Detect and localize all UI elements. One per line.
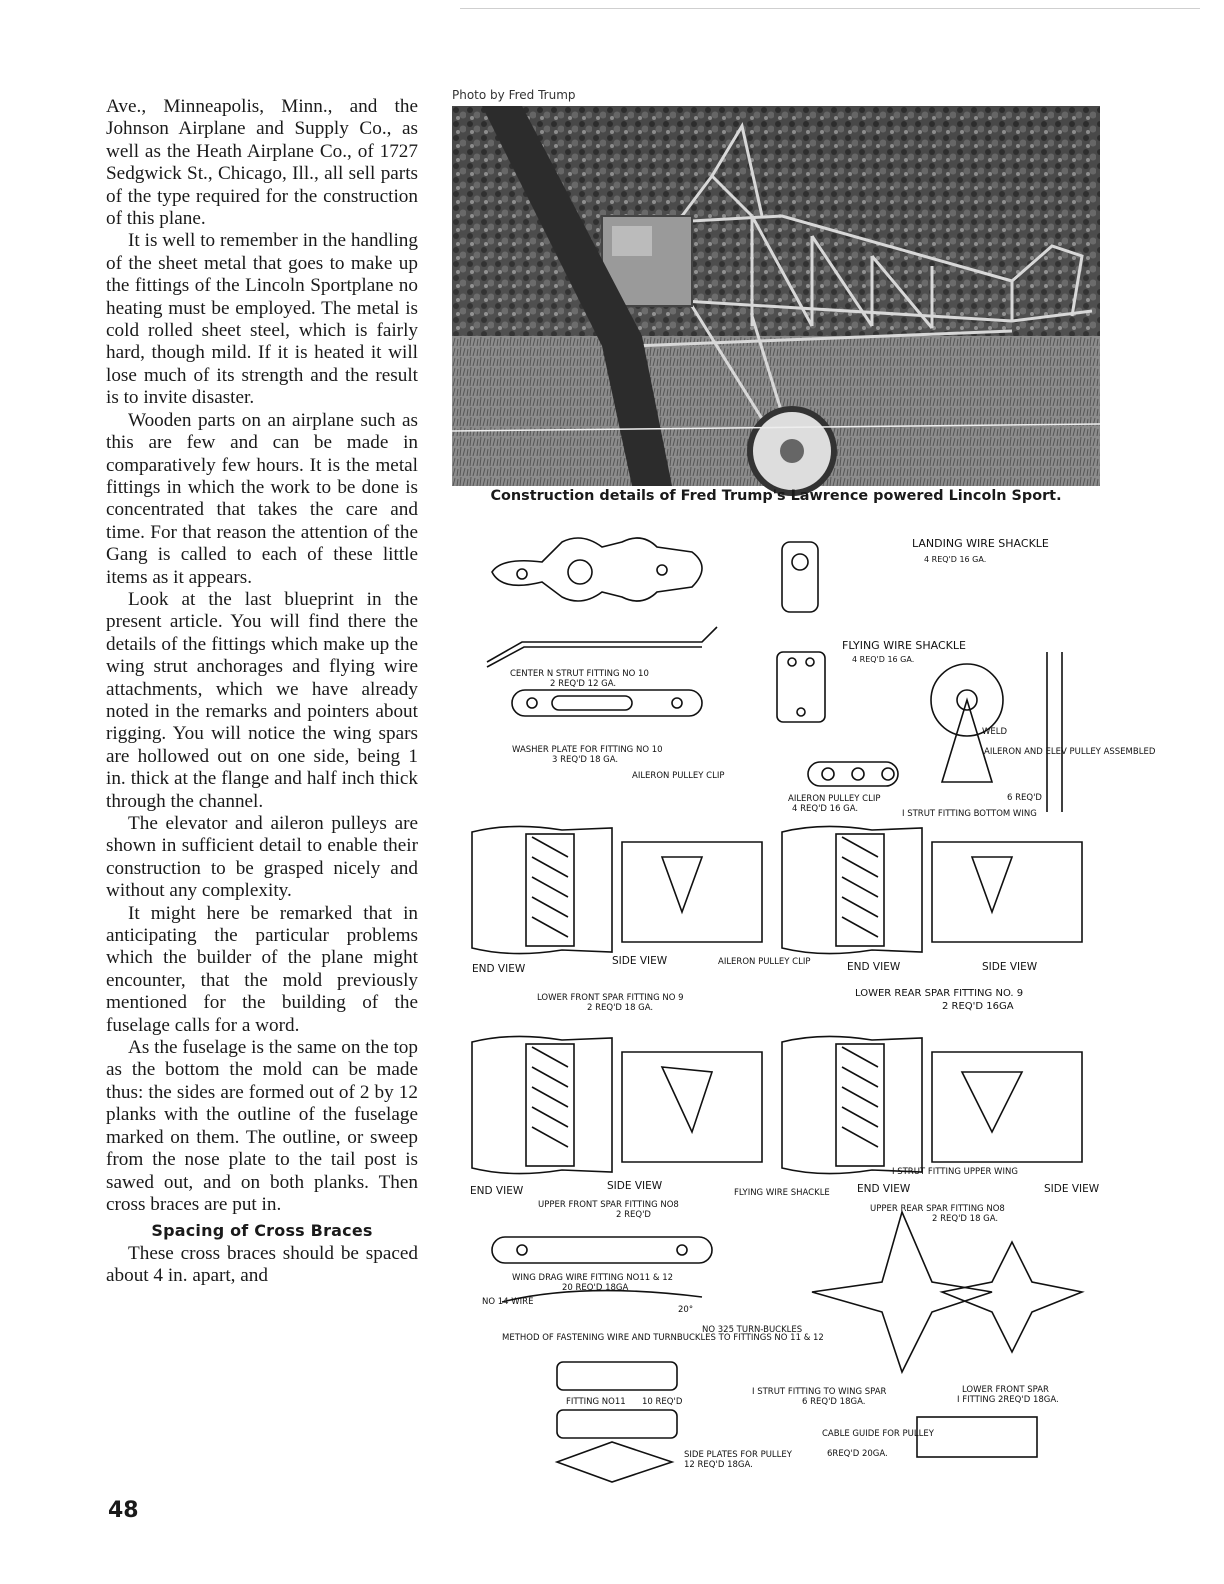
label-aileron-pulley-clip-b-req: 4 REQ'D 16 GA. <box>792 804 859 814</box>
label-upper-rear-spar-req: 2 REQ'D 18 GA. <box>932 1214 999 1224</box>
label-weld: WELD <box>982 727 1008 737</box>
label-i-strut-wing-spar: I STRUT FITTING TO WING SPAR <box>752 1387 887 1397</box>
photo-credit: Photo by Fred Trump <box>452 88 576 102</box>
label-wing-drag-wire-req: 20 REQ'D 18GA <box>562 1283 629 1293</box>
aircraft-photo <box>452 106 1100 486</box>
photo-caption: Construction details of Fred Trump's Lawrence powered Lincoln Sport. <box>490 488 1062 504</box>
paragraph-6: It might here be remarked that in anticipating the particular problems which the builder of the plane might encounter, that the mold previously mentioned for the building of the fuselage calls for a word. <box>106 902 418 1036</box>
label-upper-front-spar: UPPER FRONT SPAR FITTING NO8 <box>538 1200 679 1210</box>
label-lower-front-spar-req: 2 REQ'D 18 GA. <box>587 1003 654 1013</box>
label-side-view-1: SIDE VIEW <box>612 955 668 967</box>
label-lower-rear-spar-req: 2 REQ'D 16GA <box>942 1001 1014 1012</box>
top-rule <box>460 8 1200 9</box>
label-landing-wire-shackle: LANDING WIRE SHACKLE <box>912 537 1049 550</box>
label-method-fastening: METHOD OF FASTENING WIRE AND TURNBUCKLES TO FITTINGS NO 11 & 12 <box>502 1333 824 1343</box>
label-aileron-pulley-clip-b: AILERON PULLEY CLIP <box>788 794 881 804</box>
label-side-view-4: SIDE VIEW <box>1044 1183 1100 1195</box>
paragraph-7: As the fuselage is the same on the top as the bottom the mold can be made thus: the sides are formed out of 2 by 12 planks with the outline of the fuselage marked on them. The outline, or sweep from the nose plate to the tail post is sawed out, and on both planks. Then cross braces are put in. <box>106 1037 418 1215</box>
label-fitting-no11-req: 10 REQ'D <box>642 1397 683 1407</box>
label-side-plates-req: 12 REQ'D 18GA. <box>684 1460 753 1470</box>
label-washer-plate-req: 3 REQ'D 18 GA. <box>552 755 619 765</box>
label-aileron-elev-pulley-req: 6 REQ'D <box>1007 793 1042 803</box>
label-fitting-no11: FITTING NO11 <box>566 1397 626 1407</box>
label-side-view-3: SIDE VIEW <box>607 1180 663 1192</box>
label-aileron-pulley-clip-a: AILERON PULLEY CLIP <box>632 771 725 781</box>
blueprint-svg <box>462 512 1156 1492</box>
label-flying-wire-shackle: FLYING WIRE SHACKLE <box>842 639 966 652</box>
paragraph-4: Look at the last blueprint in the present article. You will find there the details of the fittings which make up the wing strut anchorages and flying wire attachments, which we have already noted in the remarks and pointers about rigging. You will notice the wing spars are hollowed out on one side, being 1 in. thick at the flange and half inch thick through the channel. <box>106 588 418 812</box>
blueprint-drawings <box>462 512 1156 1492</box>
aircraft-photo-art <box>452 106 1100 486</box>
paragraph-3: Wooden parts on an airplane such as this are few and can be made in comparatively few hours. It is the metal fittings in which the work to be done is concentrated that takes the care and time. For that reason the attention of the Gang is called to each of these little items as it appears. <box>106 409 418 588</box>
label-washer-plate: WASHER PLATE FOR FITTING NO 10 <box>512 745 663 755</box>
label-lower-rear-spar: LOWER REAR SPAR FITTING NO. 9 <box>855 988 1024 999</box>
label-side-plates: SIDE PLATES FOR PULLEY <box>684 1450 792 1460</box>
label-wing-drag-wire: WING DRAG WIRE FITTING NO11 & 12 <box>512 1273 674 1283</box>
label-side-view-2: SIDE VIEW <box>982 961 1038 973</box>
label-flying-wire-shackle-b: FLYING WIRE SHACKLE <box>734 1188 830 1198</box>
label-flying-wire-shackle-req: 4 REQ'D 16 GA. <box>852 655 915 664</box>
label-landing-wire-shackle-req: 4 REQ'D 16 GA. <box>924 555 987 564</box>
label-turnbuckles: NO 325 TURN-BUCKLES <box>702 1325 803 1335</box>
label-i-strut-bottom: I STRUT FITTING BOTTOM WING <box>902 809 1037 819</box>
label-cable-guide: CABLE GUIDE FOR PULLEY <box>822 1429 934 1439</box>
label-end-view-1: END VIEW <box>472 963 526 975</box>
label-i-strut-wing-spar-req: 6 REQ'D 18GA. <box>802 1397 866 1407</box>
label-end-view-3: END VIEW <box>470 1185 524 1197</box>
label-end-view-4: END VIEW <box>857 1183 911 1195</box>
label-no14-wire: NO 14 WIRE <box>482 1297 534 1307</box>
paragraph-8: These cross braces should be spaced about 4 in. apart, and <box>106 1242 418 1287</box>
label-center-strut-fitting-req: 2 REQ'D 12 GA. <box>550 679 617 689</box>
label-angle-20: 20° <box>678 1305 694 1315</box>
label-cable-guide-req: 6REQ'D 20GA. <box>827 1449 888 1459</box>
paragraph-1: Ave., Minneapolis, Minn., and the Johnson Airplane and Supply Co., as well as the Heath Airplane Co., of 1727 Sedgwick St., Chicago, Ill., all sell parts of the type required for the construction of this plane. <box>106 96 418 230</box>
label-upper-rear-spar: UPPER REAR SPAR FITTING NO8 <box>870 1204 1005 1214</box>
article-column <box>106 96 418 1288</box>
label-i-strut-upper: I STRUT FITTING UPPER WING <box>892 1167 1018 1177</box>
label-lower-front-spar: LOWER FRONT SPAR FITTING NO 9 <box>537 993 684 1003</box>
label-lower-front-spar-b: LOWER FRONT SPAR <box>962 1385 1049 1395</box>
subheading: Spacing of Cross Braces <box>151 1221 373 1241</box>
page-number: 48 <box>108 1498 139 1523</box>
label-aileron-elev-pulley: AILERON AND ELEV PULLEY ASSEMBLED <box>984 747 1156 757</box>
paragraph-2: It is well to remember in the handling of the sheet metal that goes to make up the fittings of the Lincoln Sportplane no heating must be employed. The metal is cold rolled sheet steel, which is fairly hard, though mild. If it is heated it will lose much of its strength and the result is to invite disaster. <box>106 230 418 409</box>
label-upper-front-spar-req: 2 REQ'D <box>616 1210 651 1220</box>
label-aileron-pulley-clip-c: AILERON PULLEY CLIP <box>718 957 811 967</box>
paragraph-5: The elevator and aileron pulleys are shown in sufficient detail to enable their construction to be grasped nicely and without any complexity. <box>106 813 418 902</box>
label-lower-front-spar-b-req: I FITTING 2REQ'D 18GA. <box>957 1395 1059 1405</box>
label-center-strut-fitting: CENTER N STRUT FITTING NO 10 <box>510 669 649 679</box>
label-end-view-2: END VIEW <box>847 961 901 973</box>
